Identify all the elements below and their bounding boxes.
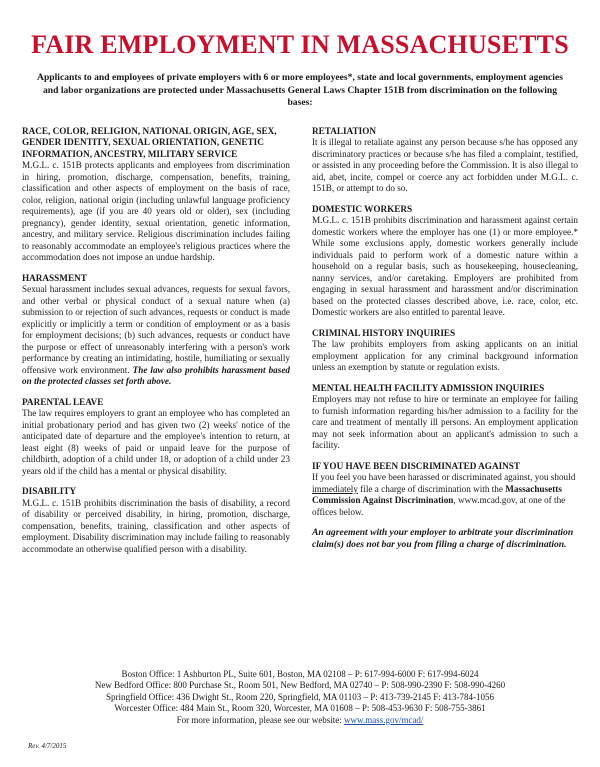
- immediately-text: immediately: [312, 483, 358, 494]
- section-body: M.G.L. c. 151B protects applicants and employees from discrimination in hiring, promotion, discharge, compensation, benefits, training, classification and other aspects of employment on the basis of race, color, religion, national origin (including unlawful language proficiency requirements), age (if you are 40 years old or older), sex (including pregnancy), gender identity, sexual orientation, genetic information, ancestry, and military service. Religious discrimination includes failing to reasonably accommodate an employee's religious practices where the accommodation does not impose an undue hardship.: [22, 160, 290, 263]
- revision-date: Rev. 4/7/2015: [28, 742, 67, 750]
- section-heading: HARASSMENT: [22, 272, 87, 283]
- section-mental-health: [312, 383, 578, 452]
- section-body: The law requires employers to grant an employee who has completed an initial probationary period and has given two (2) weeks' notice of the anticipated date of departure and the employee's intention to return, at least eight (8) weeks of paid or unpaid leave for the purpose of childbirth, adoption of a child under 18, or adoption of a child under 23 years old if the child has a mental or physical disability.: [22, 408, 290, 476]
- section-body: The law prohibits employers from asking applicants on an initial employment application for any criminal background information unless an exemption by statute or regulation exists.: [312, 339, 578, 373]
- section-heading: PARENTAL LEAVE: [22, 396, 104, 407]
- discriminated-text-1: If you feel you have been harassed or discriminated against, you should: [312, 472, 576, 483]
- section-body: M.G.L. c. 151B prohibits discrimination the basis of disability, a record of disability or perceived disability, in hiring, promotion, discharge, compensation, benefits, training, classification and other aspects of employment. Disability discrimination may include failing to reasonably accommodate an otherwise qualified person with a disability.: [22, 497, 290, 554]
- discriminated-text-3: , www.mcad.gov, at one of the offices below.: [312, 495, 566, 517]
- section-harassment: [22, 273, 290, 388]
- section-if-discriminated: [312, 461, 578, 519]
- section-heading: CRIMINAL HISTORY INQUIRIES: [312, 327, 456, 338]
- office-line: Worcester Office: 484 Main St., Room 320, Worcester, MA 01608 – P: 508-453-9630 F: 508-755-3861: [114, 703, 486, 714]
- footer-info: [0, 715, 600, 726]
- harassment-emphasis: The law also prohibits harassment based on the protected classes set forth above.: [22, 364, 291, 387]
- section-body: It is illegal to retaliate against any person because s/he has opposed any discriminatory practices or because s/he has filed a complaint, testified, or assisted in any proceeding before the Commission. It is also illegal to aid, abet, incite, compel or coerce any act forbidden under M.G.L. c. 151B, or attempt to do so.: [312, 137, 578, 194]
- section-domestic-workers: [312, 204, 578, 319]
- website-link[interactable]: www.mass.gov/mcad/: [344, 714, 424, 725]
- section-body: Employers may not refuse to hire or terminate an employee for failing to furnish information regarding his/her admission to a facility for the care and treatment of mentally ill persons. An employment application may not seek information about an applicant's admission to such a facility.: [312, 394, 578, 451]
- discriminated-text-2: file a charge of discrimination with the: [360, 483, 503, 494]
- office-contacts: [0, 669, 600, 726]
- section-retaliation: [312, 126, 578, 195]
- section-body: M.G.L. c. 151B prohibits discrimination and harassment against certain domestic workers where the employer has one (1) or more employee.* While some exclusions apply, domestic workers generally include individuals paid to perform work of a domestic nature within a household on a regular basis, such as housekeeping, housecleaning, nanny services, and/or caretaking. Employers are prohibited from engaging in sexual harassment and harassment and/or discrimination based on the protected classes described above, i.e. race, color, etc. Domestic workers are also entitled to parental leave.: [312, 215, 578, 318]
- section-disability: [22, 486, 290, 555]
- office-line: Springfield Office: 436 Dwight St., Room 220, Springfield, MA 01103 – P: 413-739-2145 F: 413-784-1056: [106, 691, 494, 702]
- section-heading: IF YOU HAVE BEEN DISCRIMINATED AGAINST: [312, 460, 521, 471]
- content-columns: [22, 126, 578, 565]
- page-title: FAIR EMPLOYMENT IN MASSACHUSETTS: [31, 30, 569, 59]
- section-heading: DISABILITY: [22, 486, 77, 497]
- intro-text: Applicants to and employees of private employers with 6 or more employees*, state and local governments, employment agencies and labor organizations are protected under Massachusetts General Laws Chapter 151B from discrimination on the following bases:: [37, 72, 563, 109]
- section-heading: MENTAL HEALTH FACILITY ADMISSION INQUIRIES: [312, 382, 545, 393]
- section-protected-classes: [22, 126, 290, 264]
- left-column: [22, 126, 290, 565]
- section-heading: DOMESTIC WORKERS: [312, 203, 413, 214]
- office-line: Boston Office: 1 Ashburton PL, Suite 601, Boston, MA 02108 – P: 617-994-6000 F: 617-994-6024: [121, 669, 479, 679]
- harassment-text: Sexual harassment includes sexual advances, requests for sexual favors, and other verbal or physical conduct of a sexual nature when (a) submission to or rejection of such advances, requests or conduct is made explicitly or implicitly a term or condition of employment or as a basis for employment decisions; (b) such advances, requests or conduct have the purpose or effect of unreasonably interfering with a person's work performance by creating an intimidating, hostile, humiliating or sexually offensive work environment.: [22, 284, 290, 375]
- section-criminal-history: [312, 328, 578, 374]
- section-heading: RETALIATION: [312, 125, 376, 136]
- commission-name: Massachusetts Commission Against Discrimination: [312, 483, 562, 506]
- section-parental-leave: [22, 397, 290, 478]
- section-body: [22, 284, 290, 388]
- footer-info-text: For more information, please see our website:: [176, 714, 342, 725]
- arbitration-notice: An agreement with your employer to arbitrate your discrimination claim(s) does not bar you from filing a charge of discrimination.: [312, 527, 574, 551]
- section-heading: RACE, COLOR, RELIGION, NATIONAL ORIGIN, AGE, SEX, GENDER IDENTITY, SEXUAL ORIENTATION, GENETIC INFORMATION, ANCESTRY, MILITARY SERVICE: [22, 125, 277, 159]
- office-line: New Bedford Office: 800 Purchase St., Room 501, New Bedford, MA 02740 – P: 508-990-2390 F: 508-990-4260: [94, 680, 506, 691]
- section-body: [312, 472, 578, 518]
- right-column: [312, 126, 578, 565]
